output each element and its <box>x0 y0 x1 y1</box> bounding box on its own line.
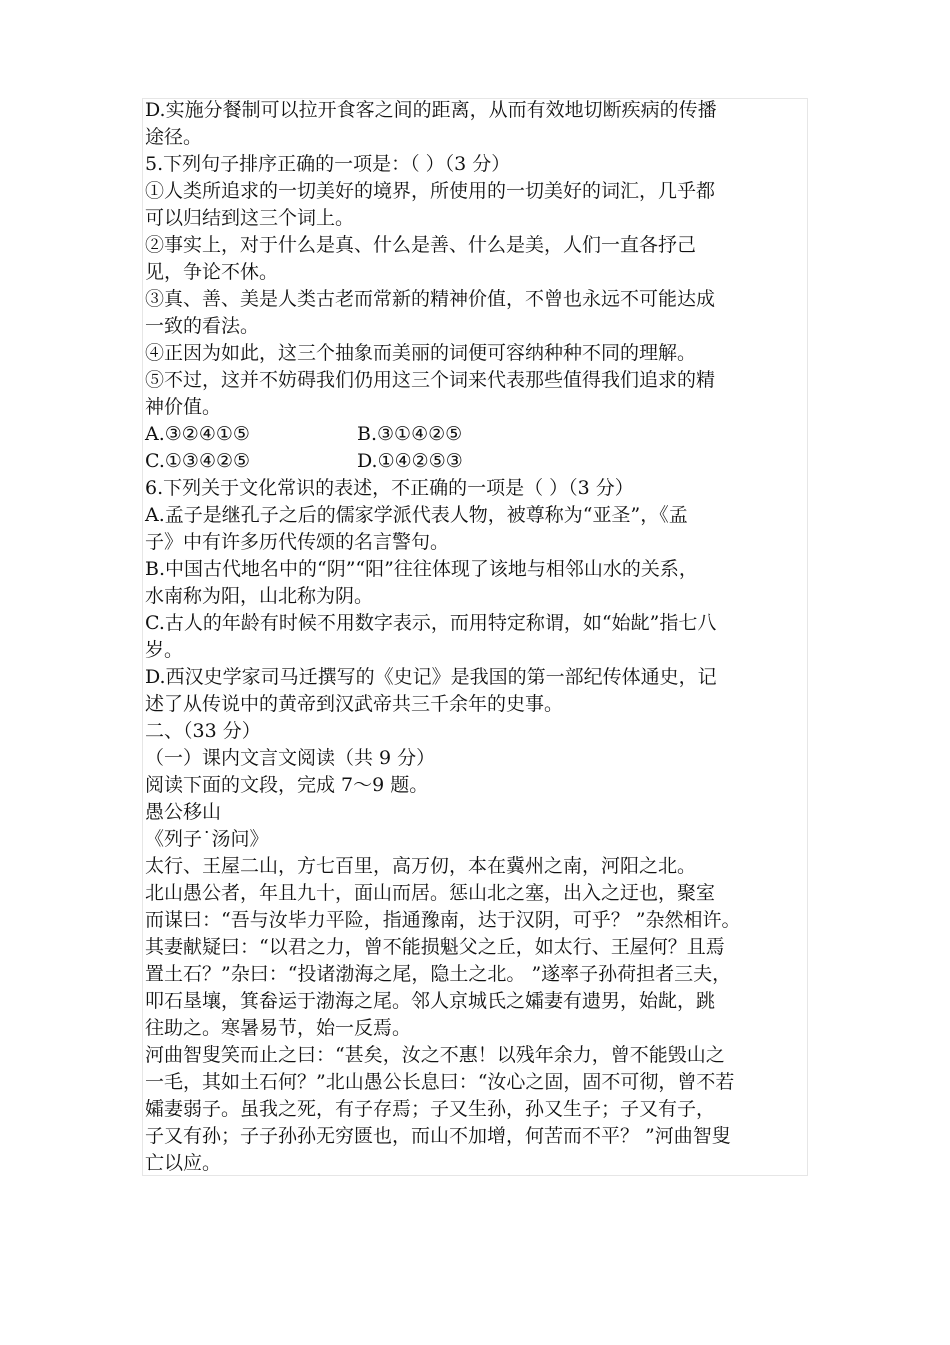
q4-option-d-line1: D.实施分餐制可以拉开食客之间的距离，从而有效地切断疾病的传播 <box>145 99 717 121</box>
section-2-heading: 二、（33 分） <box>145 720 261 742</box>
q5-option-c: C.①③④②⑤ <box>145 450 251 472</box>
q5-stem: 5.下列句子排序正确的一项是：（ ）（3 分） <box>145 153 511 175</box>
passage-line: 其妻献疑曰：“以君之力，曾不能损魁父之丘，如太行、王屋何？且焉 <box>145 936 725 958</box>
q6-option-c-line2: 岁。 <box>145 639 184 661</box>
passage-source: 《列子˙汤问》 <box>145 828 269 850</box>
q5-sentence-2-line2: 见，争论不休。 <box>145 261 279 283</box>
passage-line: 往助之。寒暑易节，始一反焉。 <box>145 1017 412 1039</box>
q5-sentence-5-line2: 神价值。 <box>145 396 222 418</box>
q5-sentence-3-line2: 一致的看法。 <box>145 315 260 337</box>
passage-line: 北山愚公者，年且九十，面山而居。惩山北之塞，出入之迂也，聚室 <box>145 882 716 904</box>
q5-option-b: B.③①④②⑤ <box>357 423 463 445</box>
q5-sentence-4: ④正因为如此，这三个抽象而美丽的词便可容纳种种不同的理解。 <box>145 342 697 364</box>
q5-sentence-5-line1: ⑤不过，这并不妨碍我们仍用这三个词来代表那些值得我们追求的精 <box>145 369 716 391</box>
q6-option-a-line1: A.孟子是继孔子之后的儒家学派代表人物，被尊称为“亚圣”，《孟 <box>145 504 688 526</box>
q6-option-b-line1: B.中国古代地名中的“阴”“阳”往往体现了该地与相邻山水的关系， <box>145 558 698 580</box>
q6-option-d-line1: D.西汉史学家司马迁撰写的《史记》是我国的第一部纪传体通史，记 <box>145 666 717 688</box>
passage-line: 置土石？”杂曰：“投诸渤海之尾，隐土之北。 ”遂率子孙荷担者三夫， <box>145 963 732 985</box>
q4-option-d-line2: 途径。 <box>145 126 203 148</box>
reading-instruction: 阅读下面的文段，完成 7～9 题。 <box>145 774 429 796</box>
passage-line: 孀妻弱子。虽我之死，有子存焉；子又生孙，孙又生子；子又有子， <box>145 1098 716 1120</box>
passage-line: 一毛，其如土石何？”北山愚公长息曰：“汝心之固，固不可彻，曾不若 <box>145 1071 735 1093</box>
q6-stem: 6.下列关于文化常识的表述，不正确的一项是（ ）（3 分） <box>145 477 634 499</box>
q5-sentence-1-line1: ①人类所追求的一切美好的境界，所使用的一切美好的词汇，几乎都 <box>145 180 716 202</box>
passage-title: 愚公移山 <box>145 801 222 823</box>
passage-line: 叩石垦壤，箕畚运于渤海之尾。邻人京城氏之孀妻有遗男，始龀，跳 <box>145 990 716 1012</box>
section-2-subheading: （一）课内文言文阅读（共 9 分） <box>145 747 436 769</box>
q5-sentence-1-line2: 可以归结到这三个词上。 <box>145 207 355 229</box>
q5-option-d: D.①④②⑤③ <box>357 450 463 472</box>
passage-line: 而谋曰：“吾与汝毕力平险，指通豫南，达于汉阴，可乎？ ”杂然相许。 <box>145 909 741 931</box>
q6-option-c-line1: C.古人的年龄有时候不用数字表示，而用特定称谓，如“始龀”指七八 <box>145 612 717 634</box>
q5-sentence-2-line1: ②事实上，对于什么是真、什么是善、什么是美，人们一直各抒己 <box>145 234 697 256</box>
q5-option-a: A.③②④①⑤ <box>145 423 250 445</box>
q6-option-b-line2: 水南称为阳，山北称为阴。 <box>145 585 374 607</box>
passage-line: 亡以应。 <box>145 1152 222 1174</box>
passage-line: 子又有孙；子子孙孙无穷匮也，而山不加增，何苦而不平？ ”河曲智叟 <box>145 1125 731 1147</box>
passage-line: 河曲智叟笑而止之曰：“甚矣，汝之不惠！以残年余力，曾不能毁山之 <box>145 1044 725 1066</box>
q5-sentence-3-line1: ③真、善、美是人类古老而常新的精神价值，不曾也永远不可能达成 <box>145 288 716 310</box>
q6-option-a-line2: 子》中有许多历代传颂的名言警句。 <box>145 531 450 553</box>
passage-line: 太行、王屋二山，方七百里，高万仞，本在冀州之南，河阳之北。 <box>145 855 697 877</box>
q6-option-d-line2: 述了从传说中的黄帝到汉武帝共三千余年的史事。 <box>145 693 564 715</box>
